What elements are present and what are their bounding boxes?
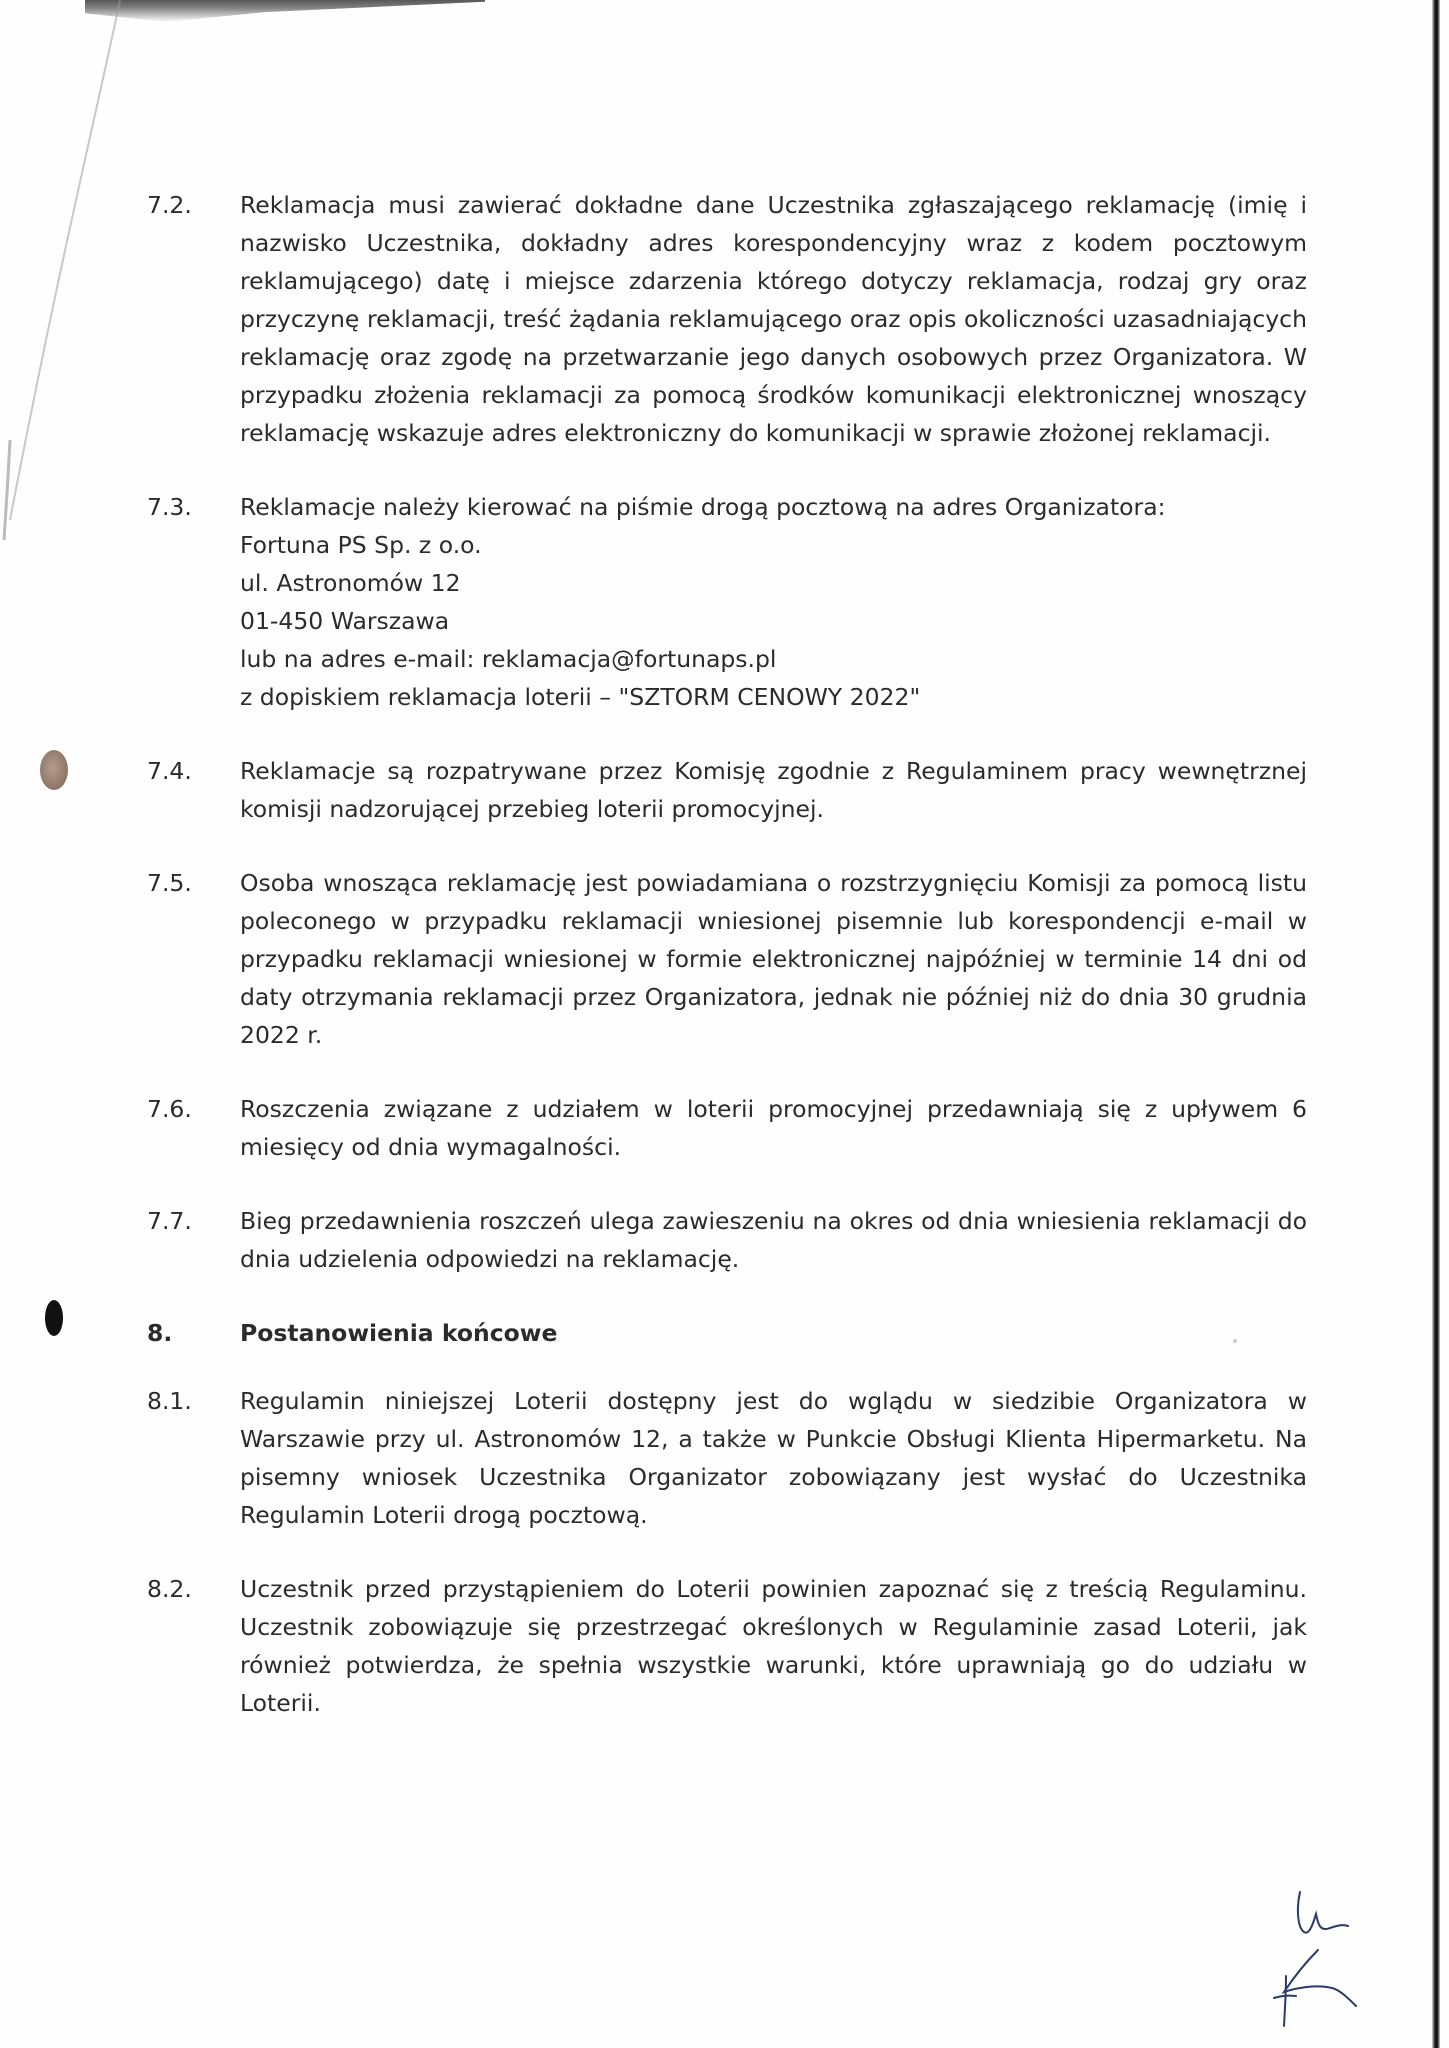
section-text: Roszczenia związane z udziałem w loterii promocyjnej przedawniają się z upływem 6 miesięcy od dnia wymagalności. [240, 1095, 1307, 1161]
section-text: Bieg przedawnienia roszczeń ulega zawieszeniu na okres od dnia wniesienia reklamacji do dnia udzielenia odpowiedzi na reklamację. [240, 1207, 1307, 1273]
section-8-heading [147, 1314, 1307, 1352]
section-7-4 [147, 752, 1307, 828]
section-number: 7.4. [147, 757, 192, 785]
section-7-3 [147, 488, 1307, 716]
section-text: Reklamacje są rozpatrywane przez Komisję zgodnie z Regulaminem pracy wewnętrznej komisji nadzorującej przebieg loterii promocyjnej. [240, 757, 1307, 823]
section-7-5 [147, 864, 1307, 1054]
section-number: 8.1. [147, 1387, 192, 1415]
address-company: Fortuna PS Sp. z o.o. [240, 531, 482, 559]
section-number: 7.5. [147, 869, 192, 897]
section-8-2 [147, 1570, 1307, 1722]
section-7-2 [147, 186, 1307, 452]
document-body [147, 186, 1307, 1758]
handwritten-signature [1270, 1880, 1360, 2030]
punch-hole [40, 750, 68, 790]
section-number: 7.7. [147, 1207, 192, 1235]
section-text: Regulamin niniejszej Loterii dostępny jest do wglądu w siedzibie Organizatora w Warszawie przy ul. Astronomów 12, a także w Punkcie Obsługi Klienta Hipermarketu. Na pisemny wniosek Uczestnika Organizator zobowiązany jest wysłać do Uczestnika Regulamin Loterii drogą pocztową. [240, 1387, 1307, 1529]
scan-right-edge [1432, 0, 1440, 2048]
section-text: Osoba wnosząca reklamację jest powiadamiana o rozstrzygnięciu Komisji za pomocą listu poleconego w przypadku reklamacji wniesionej pisemnie lub korespondencji e-mail w przypadku reklamacji wniesionej w formie elektronicznej najpóźniej w terminie 14 dni od daty otrzymania reklamacji przez Organizatora, jednak nie później niż do dnia 30 grudnia 2022 r. [240, 869, 1307, 1049]
scan-shadow [85, 0, 485, 22]
scan-page-curve [0, 0, 140, 560]
address-email: lub na adres e-mail: reklamacja@fortunaps.pl [240, 645, 777, 673]
section-number: 8. [147, 1319, 173, 1347]
section-number: 7.3. [147, 493, 192, 521]
punch-hole [45, 1300, 63, 1336]
section-number: 7.2. [147, 191, 192, 219]
section-text [240, 488, 1307, 716]
text-line: Reklamacje należy kierować na piśmie drogą pocztową na adres Organizatora: [240, 493, 1166, 521]
text-line: z dopiskiem reklamacja loterii – "SZTORM CENOWY 2022" [240, 683, 921, 711]
section-7-6 [147, 1090, 1307, 1166]
section-text: Uczestnik przed przystąpieniem do Loterii powinien zapoznać się z treścią Regulaminu. Uczestnik zobowiązuje się przestrzegać określonych w Regulaminie zasad Loterii, jak również potwierdza, że spełnia wszystkie warunki, które uprawniają go do udziału w Loterii. [240, 1575, 1307, 1717]
section-8-1 [147, 1382, 1307, 1534]
section-number: 8.2. [147, 1575, 192, 1603]
section-7-7 [147, 1202, 1307, 1278]
address-street: ul. Astronomów 12 [240, 569, 461, 597]
address-city: 01-450 Warszawa [240, 607, 450, 635]
section-title: Postanowienia końcowe [240, 1319, 558, 1347]
section-text: Reklamacja musi zawierać dokładne dane Uczestnika zgłaszającego reklamację (imię i nazwisko Uczestnika, dokładny adres korespondencyjny wraz z kodem pocztowym reklamującego) datę i miejsce zdarzenia którego dotyczy reklamacja, rodzaj gry oraz przyczynę reklamacji, treść żądania reklamującego oraz opis okoliczności uzasadniających reklamację oraz zgodę na przetwarzanie jego danych osobowych przez Organizatora. W przypadku złożenia reklamacji za pomocą środków komunikacji elektronicznej wnoszący reklamację wskazuje adres elektroniczny do komunikacji w sprawie złożonej reklamacji. [240, 191, 1307, 447]
section-number: 7.6. [147, 1095, 192, 1123]
